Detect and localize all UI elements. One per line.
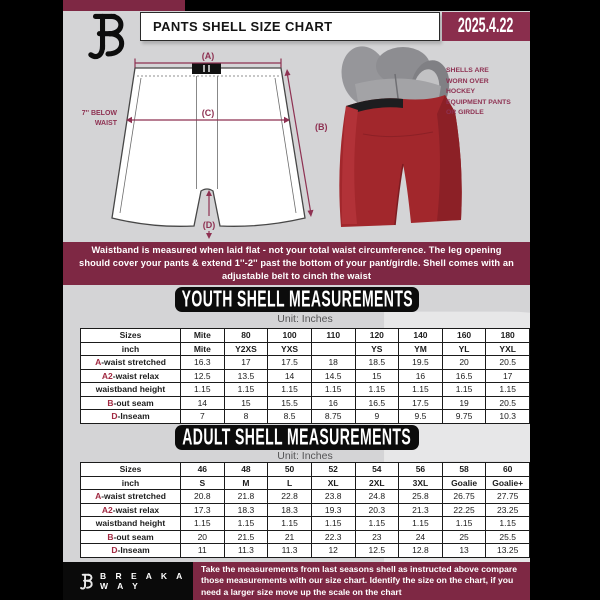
table-cell: 14.5	[311, 369, 355, 383]
table-cell: 12.5	[181, 369, 225, 383]
table-cell: 1.15	[399, 383, 443, 397]
diagram-label-d: (D)	[202, 220, 216, 230]
youth-unit-label: Unit: Inches	[277, 313, 333, 325]
table-cell: 180	[486, 329, 530, 343]
table-cell: 19	[442, 396, 486, 410]
table-row	[81, 383, 530, 397]
row-label: Sizes	[81, 329, 181, 343]
red-shell	[339, 95, 461, 227]
table-cell: 22.3	[311, 530, 355, 544]
table-cell: 50	[268, 463, 312, 477]
table-cell: 58	[442, 463, 486, 477]
row-label: waistband height	[81, 383, 181, 397]
table-cell: 20	[442, 356, 486, 370]
table-cell: 18.5	[355, 356, 399, 370]
table-cell: 15.5	[268, 396, 312, 410]
table-cell: YXL	[486, 342, 530, 356]
table-cell: 1.15	[268, 383, 312, 397]
table-cell: 27.75	[486, 490, 530, 504]
table-cell: 20.3	[355, 503, 399, 517]
table-cell: 1.15	[442, 517, 486, 531]
table-cell: 8.75	[311, 410, 355, 424]
table-cell: 25.8	[399, 490, 443, 504]
footer-instructions-text: Take the measurements from last seasons shell as instructed above compare those measurements with our size chart. Identify the size on the chart, if you need a larger size move up the scale on the chart	[201, 563, 518, 597]
table-cell: 21.8	[224, 490, 268, 504]
table-cell: Mite	[181, 342, 225, 356]
table-cell: 16	[311, 396, 355, 410]
table-cell: 1.15	[399, 517, 443, 531]
adult-heading-text: ADULT SHELL MEASUREMENTS	[182, 424, 412, 450]
belt-buckle	[192, 63, 221, 74]
youth-heading-text: YOUTH SHELL MEASUREMENTS	[181, 286, 413, 312]
table-cell: 11.3	[224, 544, 268, 558]
adult-section-heading	[175, 425, 419, 450]
table-cell: 1.15	[181, 383, 225, 397]
diagram-label-a: (A)	[201, 51, 215, 61]
table-cell: 120	[355, 329, 399, 343]
table-cell: 11.3	[268, 544, 312, 558]
adult-unit-label: Unit: Inches	[277, 450, 333, 462]
table-cell: 25.5	[486, 530, 530, 544]
table-row	[81, 329, 530, 343]
page-title: PANTS SHELL SIZE CHART	[153, 19, 333, 34]
table-cell: 1.15	[224, 517, 268, 531]
table-cell: 21.5	[224, 530, 268, 544]
table-row	[81, 530, 530, 544]
table-cell: 17	[486, 369, 530, 383]
row-label: waistband height	[81, 517, 181, 531]
page-title-box	[140, 12, 440, 41]
row-label: D-Inseam	[81, 410, 181, 424]
table-row	[81, 410, 530, 424]
table-cell: 24.8	[355, 490, 399, 504]
notice-text: Waistband is measured when laid flat - not your total waist circumference. The leg opening should cover your pants & extend 1''-2'' past the bottom of your pant/girdle. Shell comes with an adjustable belt to cinch the waist	[79, 244, 514, 282]
waist-note-line1: 7'' BELOW	[81, 110, 117, 117]
table-cell: S	[181, 476, 225, 490]
table-cell: 54	[355, 463, 399, 477]
table-cell: 20	[181, 530, 225, 544]
table-cell: 14	[268, 369, 312, 383]
table-cell: 3XL	[399, 476, 443, 490]
table-cell: L	[268, 476, 312, 490]
table-row	[81, 396, 530, 410]
table-cell: 20.8	[181, 490, 225, 504]
table-cell: YM	[399, 342, 443, 356]
table-cell: 56	[399, 463, 443, 477]
table-cell: 19.5	[399, 356, 443, 370]
table-cell: 14	[181, 396, 225, 410]
diagram-label-b: (B)	[315, 122, 328, 132]
table-cell: 19.3	[311, 503, 355, 517]
table-cell: 9.75	[442, 410, 486, 424]
table-cell: 1.15	[311, 383, 355, 397]
table-cell: 22.8	[268, 490, 312, 504]
table-cell: 48	[224, 463, 268, 477]
table-cell: 16	[399, 369, 443, 383]
table-cell: 16.5	[442, 369, 486, 383]
table-cell: 12.5	[355, 544, 399, 558]
footer-instructions-box	[193, 562, 530, 600]
table-cell: 1.15	[224, 383, 268, 397]
row-label: D-Inseam	[81, 544, 181, 558]
notice-banner	[63, 242, 530, 285]
table-cell: 52	[311, 463, 355, 477]
photo-note: SHELLS ARE WORN OVER HOCKEY EQUIPMENT PANTS OR GIRDLE	[446, 67, 511, 117]
table-cell: 1.15	[355, 517, 399, 531]
table-cell: 160	[442, 329, 486, 343]
row-label: A2-waist relax	[81, 369, 181, 383]
table-cell: M	[224, 476, 268, 490]
table-cell: 12.8	[399, 544, 443, 558]
table-cell: 16.5	[355, 396, 399, 410]
pants-measurement-diagram	[63, 42, 343, 240]
row-label: A-waist stretched	[81, 356, 181, 370]
row-label: inch	[81, 342, 181, 356]
table-cell: 22.25	[442, 503, 486, 517]
waist-note-line2: WAIST	[94, 120, 117, 127]
table-cell: 100	[268, 329, 312, 343]
table-cell: 17	[224, 356, 268, 370]
table-cell: 140	[399, 329, 443, 343]
date-text: 2025.4.22	[458, 14, 514, 37]
table-cell: 16.3	[181, 356, 225, 370]
table-cell: 20.5	[486, 356, 530, 370]
table-cell: 8	[224, 410, 268, 424]
table-row	[81, 369, 530, 383]
table-cell: 12	[311, 544, 355, 558]
table-cell: 21	[268, 530, 312, 544]
table-cell: 18	[311, 356, 355, 370]
row-label: B-out seam	[81, 530, 181, 544]
table-row	[81, 517, 530, 531]
table-cell: 1.15	[486, 517, 530, 531]
date-badge	[442, 12, 530, 41]
table-row	[81, 463, 530, 477]
breakaway-b-monogram-icon	[80, 569, 94, 594]
table-cell: Goalie	[442, 476, 486, 490]
adult-measurements-table	[80, 462, 530, 558]
table-cell: 17.5	[268, 356, 312, 370]
table-cell: 15	[355, 369, 399, 383]
table-cell: 21.3	[399, 503, 443, 517]
table-cell: Goalie+	[486, 476, 530, 490]
table-cell: YXS	[268, 342, 312, 356]
top-black-strip	[185, 0, 530, 11]
row-label: B-out seam	[81, 396, 181, 410]
table-cell: 24	[399, 530, 443, 544]
row-label: A-waist stretched	[81, 490, 181, 504]
table-cell: YS	[355, 342, 399, 356]
table-cell: 15	[224, 396, 268, 410]
page	[63, 0, 530, 600]
table-cell: 1.15	[486, 383, 530, 397]
top-accent-strip	[63, 0, 185, 11]
table-cell: 11	[181, 544, 225, 558]
table-cell: 23.8	[311, 490, 355, 504]
table-cell: 1.15	[268, 517, 312, 531]
table-cell: YL	[442, 342, 486, 356]
youth-measurements-table	[80, 328, 530, 424]
table-cell: 23	[355, 530, 399, 544]
table-cell: 1.15	[442, 383, 486, 397]
footer-brand-bar	[63, 562, 193, 600]
table-cell: Y2XS	[224, 342, 268, 356]
row-label: inch	[81, 476, 181, 490]
row-label: A2-waist relax	[81, 503, 181, 517]
table-cell: 18.3	[224, 503, 268, 517]
table-row	[81, 356, 530, 370]
table-cell: 23.25	[486, 503, 530, 517]
table-row	[81, 342, 530, 356]
table-cell: 9.5	[399, 410, 443, 424]
table-cell: 18.3	[268, 503, 312, 517]
table-row	[81, 490, 530, 504]
table-cell: 17.5	[399, 396, 443, 410]
table-cell: 9	[355, 410, 399, 424]
table-cell: 17.3	[181, 503, 225, 517]
table-cell: 10.3	[486, 410, 530, 424]
table-cell: 8.5	[268, 410, 312, 424]
table-cell: 60	[486, 463, 530, 477]
table-cell	[311, 342, 355, 356]
table-cell: 80	[224, 329, 268, 343]
table-cell: 110	[311, 329, 355, 343]
table-cell: 13	[442, 544, 486, 558]
diagram-label-c: (C)	[201, 108, 215, 118]
table-cell: 25	[442, 530, 486, 544]
table-cell: 13.5	[224, 369, 268, 383]
table-cell: 1.15	[181, 517, 225, 531]
table-cell: 46	[181, 463, 225, 477]
table-row	[81, 544, 530, 558]
table-cell: 13.25	[486, 544, 530, 558]
table-cell: 2XL	[355, 476, 399, 490]
table-cell: 1.15	[311, 517, 355, 531]
youth-section-heading	[175, 287, 419, 312]
row-label: Sizes	[81, 463, 181, 477]
table-cell: XL	[311, 476, 355, 490]
table-row	[81, 503, 530, 517]
table-cell: 20.5	[486, 396, 530, 410]
table-row	[81, 476, 530, 490]
brand-name: B R E A K A W A Y	[100, 571, 186, 591]
table-cell: 26.75	[442, 490, 486, 504]
table-cell: 7	[181, 410, 225, 424]
table-cell: Mite	[181, 329, 225, 343]
table-cell: 1.15	[355, 383, 399, 397]
